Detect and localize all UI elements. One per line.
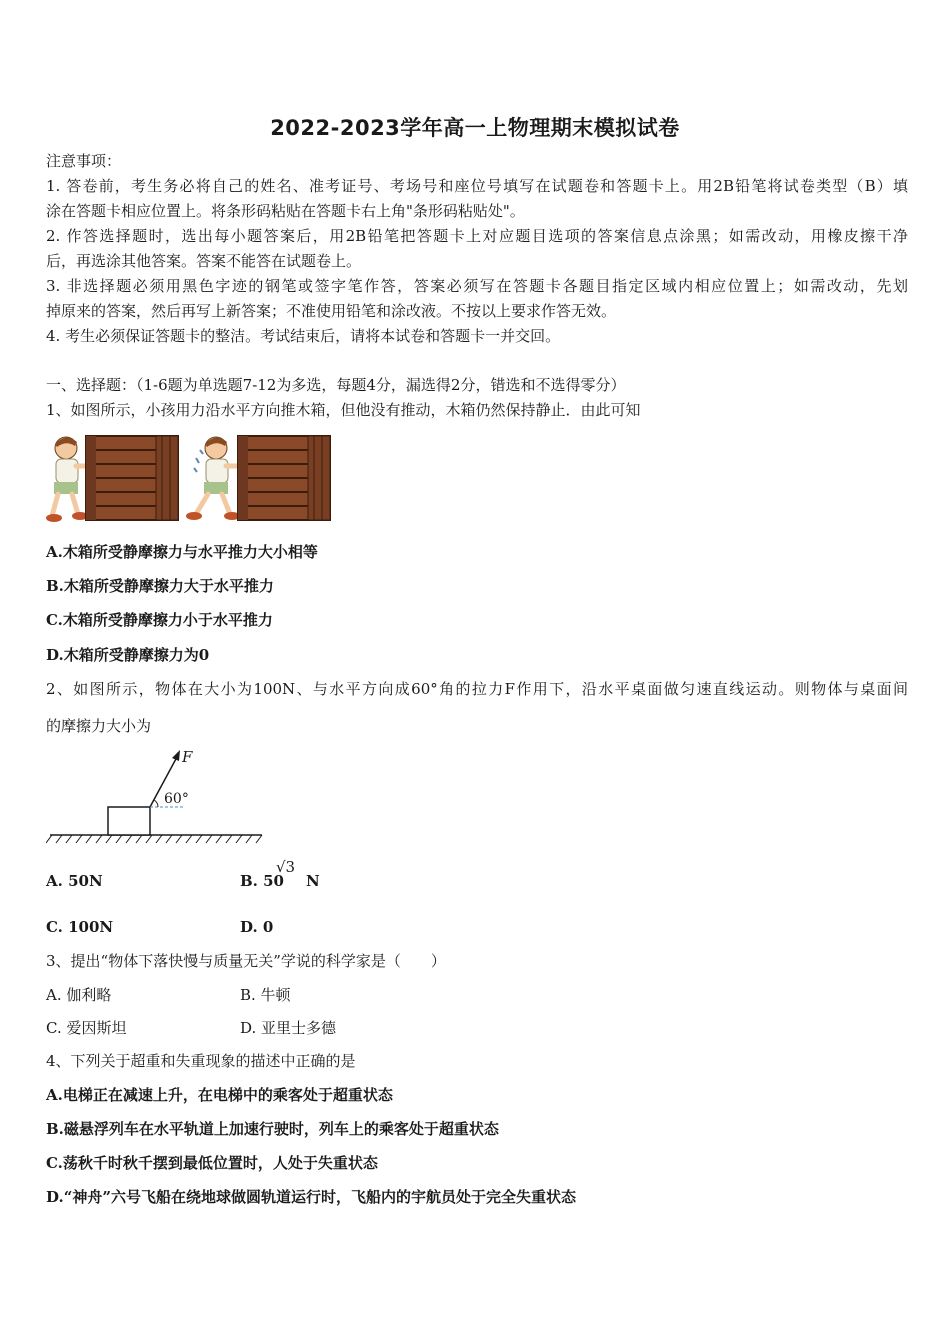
question-stem: 4、下列关于超重和失重现象的描述中正确的是	[46, 1052, 356, 1070]
option-d: D.“神舟”六号飞船在绕地球做圆轨道运行时，飞船内的宇航员处于完全失重状态	[46, 1188, 576, 1206]
wooden-crate	[86, 436, 178, 520]
option-d: D. 0	[240, 918, 274, 936]
option-a: A.木箱所受静摩擦力与水平推力大小相等	[46, 543, 318, 561]
option-c: C.木箱所受静摩擦力小于水平推力	[46, 611, 273, 629]
radical-expression: √3	[276, 858, 296, 876]
question-stem: 2、如图所示，物体在大小为100N、与水平方向成60°角的拉力F作用下，沿水平桌面做匀速直线运动。则物体与桌面间	[46, 680, 908, 698]
option-d: D.木箱所受静摩擦力为0	[46, 646, 210, 664]
question-stem: 的摩擦力大小为	[46, 717, 152, 735]
notice-line: 3. 非选择题必须用黑色字迹的钢笔或签字笔作答，答案必须写在答题卡各题目指定区域内相应位置上；如需改动，先划	[46, 277, 908, 295]
notice-line: 后，再选涂其他答案。答案不能答在试题卷上。	[46, 252, 362, 270]
option-c: C.荡秋千时秋千摆到最低位置时，人处于失重状态	[46, 1154, 378, 1172]
child-illustration	[186, 437, 240, 520]
notice-line: 1. 答卷前，考生务必将自己的姓名、准考证号、考场号和座位号填写在试题卷和答题卡上。用2B铅笔将试卷类型（B）填	[46, 177, 908, 195]
option-b: B.磁悬浮列车在水平轨道上加速行驶时，列车上的乘客处于超重状态	[46, 1120, 499, 1138]
question-stem: 1、如图所示，小孩用力沿水平方向推木箱，但他没有推动，木箱仍然保持静止．由此可知	[46, 401, 641, 419]
notice-line: 4. 考生必须保证答题卡的整洁。考试结束后，请将本试卷和答题卡一并交回。	[46, 327, 561, 345]
angle-label: 60°	[164, 791, 189, 807]
notice-line: 掉原来的答案，然后再写上新答案；不准使用铅笔和涂改液。不按以上要求作答无效。	[46, 302, 617, 320]
force-diagram	[46, 745, 266, 845]
option-c: C. 爱因斯坦	[46, 1019, 127, 1037]
force-label: F	[182, 748, 193, 766]
section-heading: 一、选择题：（1-6题为单选题7-12为多选，每题4分，漏选得2分，错选和不选得零分）	[46, 376, 626, 394]
notice-line: 2. 作答选择题时，选出每小题答案后，用2B铅笔把答题卡上对应题目选项的答案信息点涂黑；如需改动，用橡皮擦干净	[46, 227, 908, 245]
option-a: A. 伽利略	[46, 986, 112, 1004]
option-b: B. 牛顿	[240, 986, 291, 1004]
option-a: A. 50N	[46, 872, 103, 890]
option-b-unit: N	[306, 872, 320, 890]
option-d: D. 亚里士多德	[240, 1019, 337, 1037]
block-shape	[108, 807, 150, 835]
question-stem: 3、提出“物体下落快慢与质量无关”学说的科学家是（ ）	[46, 952, 446, 970]
notice-heading: 注意事项：	[46, 152, 122, 170]
wooden-crate	[238, 436, 330, 520]
option-b: B. 50	[240, 872, 284, 890]
page-title: 2022-2023学年高一上物理期末模拟试卷	[270, 116, 680, 140]
option-c: C. 100N	[46, 918, 114, 936]
notice-line: 涂在答题卡相应位置上。将条形码粘贴在答题卡右上角"条形码粘贴处"。	[46, 202, 525, 220]
option-a: A.电梯正在减速上升，在电梯中的乘客处于超重状态	[46, 1086, 393, 1104]
child-pushing-box-figure	[44, 430, 334, 526]
option-b: B.木箱所受静摩擦力大于水平推力	[46, 577, 274, 595]
child-illustration	[46, 437, 88, 522]
